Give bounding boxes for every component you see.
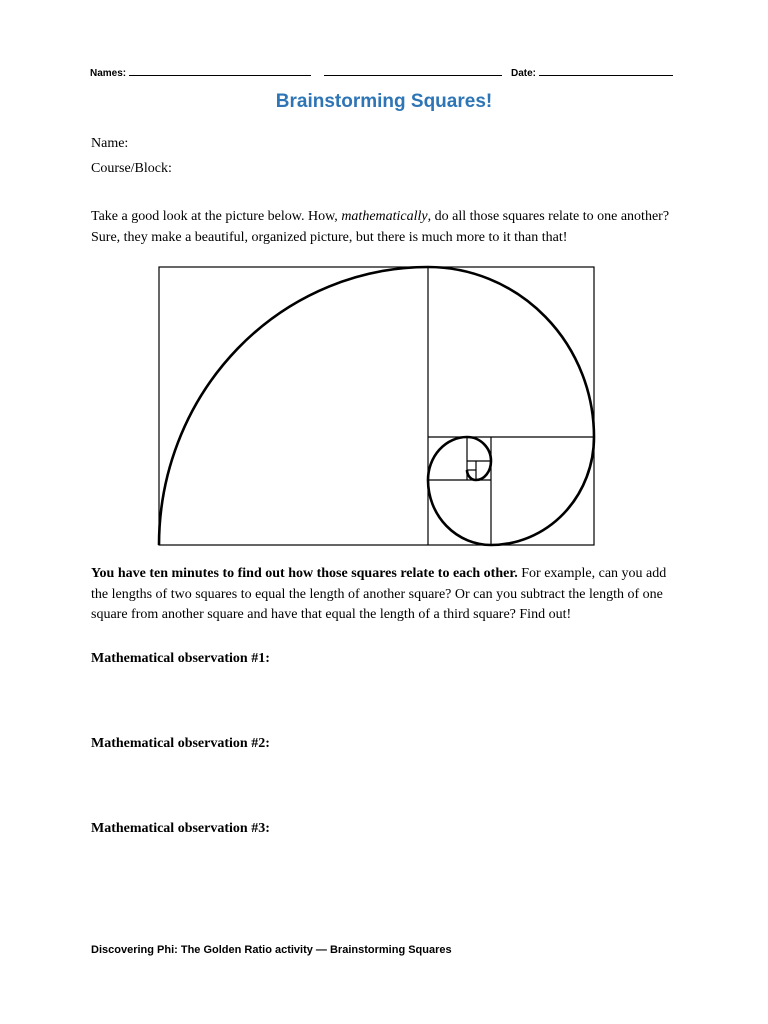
course-field-label: Course/Block: (91, 161, 172, 176)
observation-1-label: Mathematical observation #1: (91, 651, 270, 666)
intro-text-before: Take a good look at the picture below. How, (91, 209, 342, 224)
observation-2-label: Mathematical observation #2: (91, 736, 270, 751)
date-label: Date: (511, 68, 537, 79)
golden-spiral-curve (159, 267, 594, 545)
name-field-label: Name: (91, 136, 129, 151)
task-bold-text: You have ten minutes to find out how those squares relate to each other. (91, 566, 518, 581)
names-label: Names: (90, 68, 127, 79)
task-paragraph (91, 564, 681, 626)
intro-text-after: , do all those squares relate to one another? Sure, they make a beautiful, organized picture, but there is much more to it than that! (91, 209, 670, 245)
page-title: Brainstorming Squares! (275, 91, 493, 112)
task-rest-text: For example, can you add the lengths of two squares to equal the length of another square? Or can you subtract the length of one square from another square and have that equal the length of a third square? Find out! (91, 566, 667, 622)
page-footer: Discovering Phi: The Golden Ratio activity — Brainstorming Squares (91, 944, 452, 956)
observation-3-label: Mathematical observation #3: (91, 821, 270, 836)
intro-emphasis: mathematically (341, 209, 428, 224)
outer-rectangle (159, 267, 594, 545)
